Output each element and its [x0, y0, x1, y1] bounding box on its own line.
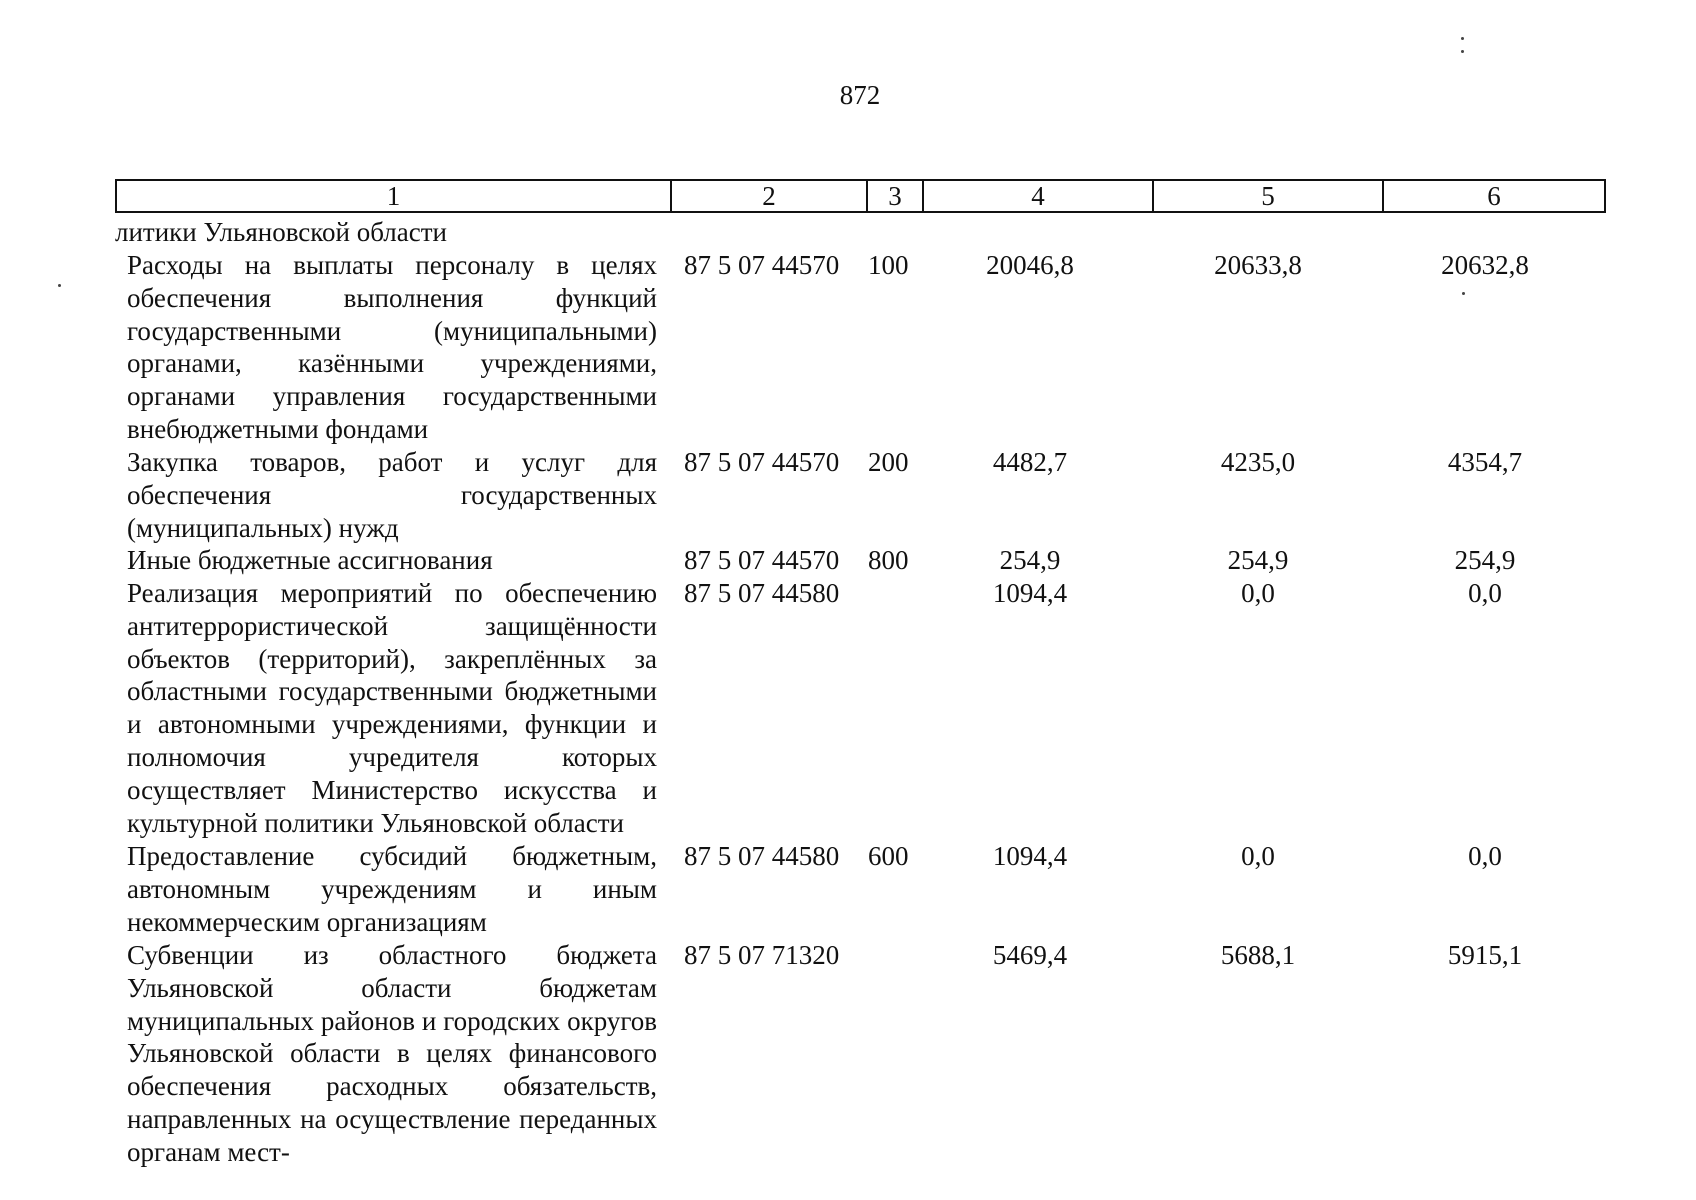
row-value-col5: 0,0 [1241, 578, 1275, 608]
scan-speck [1462, 292, 1465, 295]
row-value-col4: 1094,4 [992, 578, 1068, 608]
row-value-col4: 254,9 [999, 545, 1061, 575]
row-value-col6: 0,0 [1468, 841, 1502, 871]
row-expense-type: 800 [868, 545, 909, 575]
row-value-col6: 20632,8 [1441, 250, 1529, 280]
row-description: Субвенции из областного бюджета Ульяновской области бюджетам муниципальных районов и городских округов Ульяновской области в целях финансового обеспечения расходных обязательств, направленных на осуществление переданных органам мест- [127, 940, 657, 1167]
row-value-col4: 4482,7 [992, 447, 1068, 477]
row-description: Расходы на выплаты персоналу в целях обеспечения выполнения функций государственными (муниципальными) органами, казёнными учреждениями, органами управления государственными внебюджетными фондами [127, 250, 657, 444]
header-col-5: 5 [1153, 180, 1383, 212]
header-col-4: 4 [923, 180, 1153, 212]
row-code: 87 5 07 44570 [684, 545, 840, 575]
row-description: Иные бюджетные ассигнования [127, 545, 493, 575]
page-number: 872 [839, 80, 881, 110]
table-header [115, 179, 1606, 213]
row-expense-type: 600 [868, 841, 909, 871]
row-value-col5: 20633,8 [1214, 250, 1302, 280]
row-description: Закупка товаров, работ и услуг для обеспечения государственных (муниципальных) нужд [127, 447, 657, 543]
row-code: 87 5 07 44580 [684, 841, 840, 871]
row-description: литики Ульяновской области [115, 217, 447, 247]
header-col-3: 3 [867, 180, 923, 212]
row-description: Предоставление субсидий бюджетным, автономным учреждениям и иным некоммерческим организациям [127, 841, 657, 937]
scan-speck [1461, 50, 1464, 53]
row-code: 87 5 07 44570 [684, 250, 840, 280]
row-expense-type: 200 [868, 447, 909, 477]
row-value-col5: 4235,0 [1220, 447, 1296, 477]
row-value-col5: 0,0 [1241, 841, 1275, 871]
row-code: 87 5 07 71320 [684, 940, 840, 970]
row-value-col6: 0,0 [1468, 578, 1502, 608]
scan-speck [58, 284, 61, 287]
header-col-1: 1 [116, 180, 671, 212]
row-value-col4: 5469,4 [992, 940, 1068, 970]
row-value-col5: 5688,1 [1220, 940, 1296, 970]
row-value-col6: 254,9 [1454, 545, 1516, 575]
row-expense-type: 100 [868, 250, 909, 280]
header-col-6: 6 [1383, 180, 1605, 212]
row-value-col6: 4354,7 [1447, 447, 1523, 477]
row-value-col5: 254,9 [1227, 545, 1289, 575]
row-value-col4: 1094,4 [992, 841, 1068, 871]
header-col-2: 2 [671, 180, 867, 212]
row-value-col4: 20046,8 [986, 250, 1074, 280]
row-code: 87 5 07 44570 [684, 447, 840, 477]
row-code: 87 5 07 44580 [684, 578, 840, 608]
row-value-col6: 5915,1 [1447, 940, 1523, 970]
row-description: Реализация мероприятий по обеспечению антитеррористической защищённости объектов (территорий), закреплённых за областными государственными бюджетными и автономными учреждениями, функции и полномочия учредителя которых осуществляет Министерство искусства и культурной политики Ульяновской области [127, 578, 657, 838]
scan-speck [1461, 37, 1464, 40]
